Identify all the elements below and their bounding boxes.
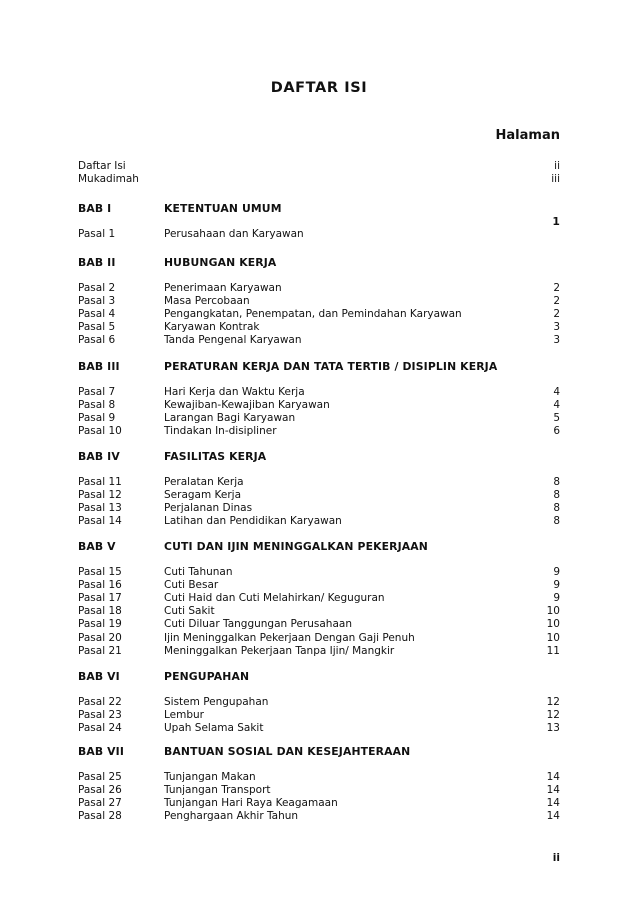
article-page: 13 xyxy=(546,722,560,734)
front-matter-row xyxy=(78,160,560,173)
article-title: Cuti Diluar Tanggungan Perusahaan xyxy=(164,618,352,630)
chapter-number: BAB III xyxy=(78,360,120,373)
chapter-heading xyxy=(78,360,560,373)
article-page: 2 xyxy=(553,308,560,320)
article-row xyxy=(78,321,560,334)
article-row xyxy=(78,709,560,722)
article-title: Cuti Haid dan Cuti Melahirkan/ Keguguran xyxy=(164,592,385,604)
article-number: Pasal 5 xyxy=(78,321,116,333)
article-row xyxy=(78,334,560,347)
chapter-title: PERATURAN KERJA DAN TATA TERTIB / DISIPLIN KERJA xyxy=(164,360,498,373)
article-page: 8 xyxy=(553,476,560,488)
article-number: Pasal 2 xyxy=(78,282,116,294)
article-title: Tunjangan Transport xyxy=(164,784,271,796)
article-number: Pasal 26 xyxy=(78,784,122,796)
article-title: Tunjangan Hari Raya Keagamaan xyxy=(164,797,338,809)
article-title: Tanda Pengenal Karyawan xyxy=(164,334,302,346)
chapter-number: BAB II xyxy=(78,256,116,269)
article-page: 4 xyxy=(553,399,560,411)
article-number: Pasal 7 xyxy=(78,386,116,398)
article-number: Pasal 3 xyxy=(78,295,116,307)
article-row xyxy=(78,386,560,399)
article-page: 9 xyxy=(553,579,560,591)
front-matter-label: Daftar Isi xyxy=(78,160,126,172)
article-title: Cuti Besar xyxy=(164,579,219,591)
article-row xyxy=(78,295,560,308)
article-row xyxy=(78,579,560,592)
article-page: 14 xyxy=(546,784,560,796)
chapter-heading xyxy=(78,202,560,228)
article-number: Pasal 14 xyxy=(78,515,122,527)
article-row xyxy=(78,645,560,658)
chapter-heading xyxy=(78,670,560,683)
article-title: Lembur xyxy=(164,709,204,721)
article-row xyxy=(78,605,560,618)
chapter-number: BAB VII xyxy=(78,745,125,758)
article-page: 14 xyxy=(546,797,560,809)
article-number: Pasal 15 xyxy=(78,566,122,578)
article-page: 8 xyxy=(553,489,560,501)
article-title: Karyawan Kontrak xyxy=(164,321,260,333)
article-number: Pasal 23 xyxy=(78,709,122,721)
article-row xyxy=(78,502,560,515)
article-title: Ijin Meninggalkan Pekerjaan Dengan Gaji Penuh xyxy=(164,632,415,644)
article-number: Pasal 12 xyxy=(78,489,122,501)
article-number: Pasal 27 xyxy=(78,797,122,809)
front-matter-page: ii xyxy=(554,160,560,172)
article-number: Pasal 11 xyxy=(78,476,122,488)
chapter-heading xyxy=(78,256,560,269)
chapter-number: BAB I xyxy=(78,202,112,215)
article-row xyxy=(78,797,560,810)
chapter-number: BAB IV xyxy=(78,450,120,463)
chapter-title: FASILITAS KERJA xyxy=(164,450,267,463)
article-number: Pasal 17 xyxy=(78,592,122,604)
article-page: 11 xyxy=(546,645,560,657)
article-number: Pasal 4 xyxy=(78,308,116,320)
chapter-heading xyxy=(78,745,560,758)
article-number: Pasal 10 xyxy=(78,425,122,437)
article-row xyxy=(78,632,560,645)
chapter-number: BAB VI xyxy=(78,670,120,683)
article-number: Pasal 6 xyxy=(78,334,116,346)
article-row xyxy=(78,810,560,823)
article-page: 8 xyxy=(553,502,560,514)
chapter-heading xyxy=(78,540,560,553)
article-page: 9 xyxy=(553,566,560,578)
article-number: Pasal 16 xyxy=(78,579,122,591)
article-page: 14 xyxy=(546,810,560,822)
article-row xyxy=(78,771,560,784)
article-row xyxy=(78,784,560,797)
article-title: Peralatan Kerja xyxy=(164,476,244,488)
article-row xyxy=(78,399,560,412)
article-page: 5 xyxy=(553,412,560,424)
article-number: Pasal 20 xyxy=(78,632,122,644)
article-row xyxy=(78,696,560,709)
front-matter-row xyxy=(78,173,560,186)
article-page: 4 xyxy=(553,386,560,398)
article-number: Pasal 18 xyxy=(78,605,122,617)
article-row xyxy=(78,489,560,502)
article-page: 8 xyxy=(553,515,560,527)
chapter-title: KETENTUAN UMUM xyxy=(164,202,282,215)
article-title: Hari Kerja dan Waktu Kerja xyxy=(164,386,305,398)
front-matter-label: Mukadimah xyxy=(78,173,139,185)
article-title: Perusahaan dan Karyawan xyxy=(164,228,304,240)
article-title: Masa Percobaan xyxy=(164,295,250,307)
article-number: Pasal 28 xyxy=(78,810,122,822)
article-row xyxy=(78,412,560,425)
article-number: Pasal 9 xyxy=(78,412,116,424)
article-title: Cuti Sakit xyxy=(164,605,215,617)
article-page: 10 xyxy=(546,618,560,630)
article-title: Sistem Pengupahan xyxy=(164,696,269,708)
article-title: Kewajiban-Kewajiban Karyawan xyxy=(164,399,330,411)
article-row xyxy=(78,722,560,735)
article-title: Tunjangan Makan xyxy=(164,771,256,783)
article-title: Larangan Bagi Karyawan xyxy=(164,412,296,424)
article-row xyxy=(78,228,560,241)
article-row xyxy=(78,592,560,605)
article-number: Pasal 24 xyxy=(78,722,122,734)
article-number: Pasal 22 xyxy=(78,696,122,708)
chapter-title: PENGUPAHAN xyxy=(164,670,250,683)
article-title: Penghargaan Akhir Tahun xyxy=(164,810,299,822)
article-page: 12 xyxy=(546,709,560,721)
article-page: 2 xyxy=(553,295,560,307)
article-title: Latihan dan Pendidikan Karyawan xyxy=(164,515,342,527)
article-title: Tindakan In-disipliner xyxy=(164,425,277,437)
article-page: 14 xyxy=(546,771,560,783)
article-row xyxy=(78,476,560,489)
article-page: 10 xyxy=(546,632,560,644)
article-title: Perjalanan Dinas xyxy=(164,502,253,514)
chapter-title: CUTI DAN IJIN MENINGGALKAN PEKERJAAN xyxy=(164,540,428,553)
article-row xyxy=(78,566,560,579)
front-matter-page: iii xyxy=(551,173,560,185)
article-page: 12 xyxy=(546,696,560,708)
page-number: ii xyxy=(552,852,560,864)
article-page: 6 xyxy=(553,425,560,437)
article-page: 9 xyxy=(553,592,560,604)
article-title: Seragam Kerja xyxy=(164,489,242,501)
article-page: 10 xyxy=(546,605,560,617)
article-row xyxy=(78,618,560,631)
chapter-title: BANTUAN SOSIAL DAN KESEJAHTERAAN xyxy=(164,745,411,758)
page-title: DAFTAR ISI xyxy=(270,80,368,96)
article-number: Pasal 13 xyxy=(78,502,122,514)
article-number: Pasal 19 xyxy=(78,618,122,630)
article-row xyxy=(78,308,560,321)
article-row xyxy=(78,515,560,528)
article-title: Meninggalkan Pekerjaan Tanpa Ijin/ Mangkir xyxy=(164,645,395,657)
article-number: Pasal 8 xyxy=(78,399,116,411)
article-title: Cuti Tahunan xyxy=(164,566,233,578)
article-number: Pasal 25 xyxy=(78,771,122,783)
article-row xyxy=(78,282,560,295)
chapter-heading xyxy=(78,450,560,463)
article-page: 3 xyxy=(553,321,560,333)
chapter-page: 1 xyxy=(552,215,560,228)
chapter-title: HUBUNGAN KERJA xyxy=(164,256,277,269)
article-title: Upah Selama Sakit xyxy=(164,722,264,734)
article-page: 3 xyxy=(553,334,560,346)
halaman-header: Halaman xyxy=(495,128,560,143)
article-number: Pasal 1 xyxy=(78,228,116,240)
article-title: Pengangkatan, Penempatan, dan Pemindahan Karyawan xyxy=(164,308,462,320)
article-page: 2 xyxy=(553,282,560,294)
article-number: Pasal 21 xyxy=(78,645,122,657)
article-row xyxy=(78,425,560,438)
article-title: Penerimaan Karyawan xyxy=(164,282,282,294)
chapter-number: BAB V xyxy=(78,540,116,553)
